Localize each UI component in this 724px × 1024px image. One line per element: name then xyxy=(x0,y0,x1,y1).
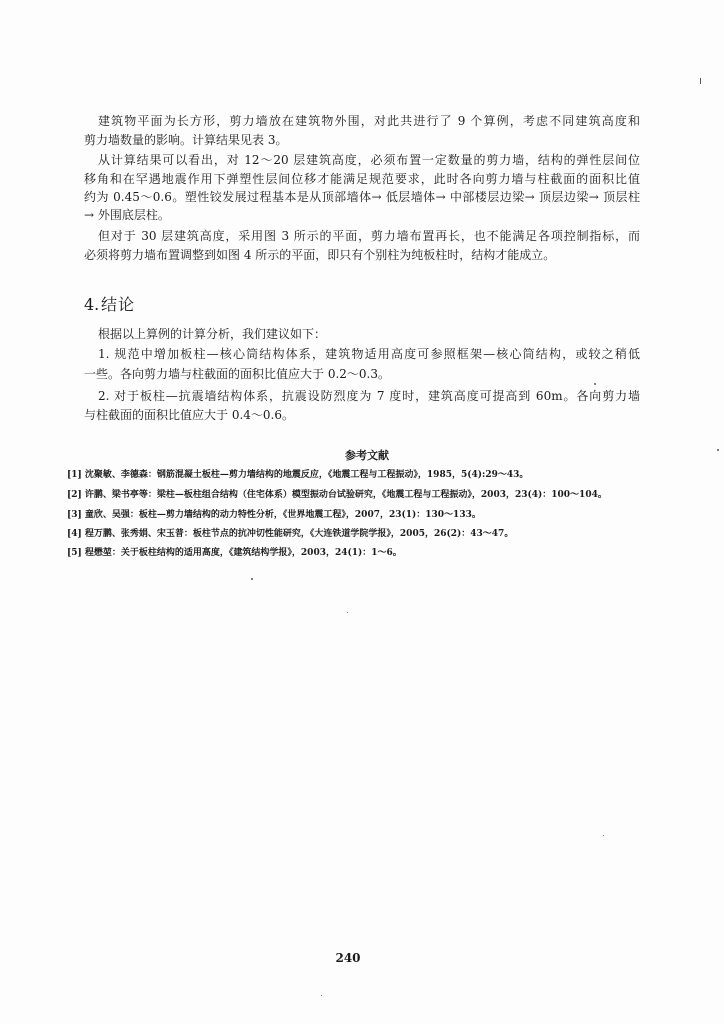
page-number: 240 xyxy=(335,951,361,965)
body-text-line: 必须将剪力墙布置调整到如图 4 所示的平面，即只有个别柱为纯板柱时，结构才能成立。 xyxy=(84,248,556,262)
references-heading: 参考文献 xyxy=(345,449,389,462)
conclusion-item-1-line: 一些。各向剪力墙与柱截面的面积比值应大于 0.2～0.3。 xyxy=(84,367,390,381)
body-text-line: 移角和在罕遇地震作用下弹塑性层间位移才能满足规范要求，此时各向剪力墙与柱截面的面积比值 xyxy=(84,172,640,186)
reference-item: [3] 童欣、吴强：板柱—剪力墙结构的动力特性分析，《世界地震工程》，2007，23(1)：130～133。 xyxy=(67,510,481,520)
reference-item: [4] 程万鹏、张秀娟、宋玉普：板柱节点的抗冲切性能研究，《大连铁道学院学报》，2005，26(2)：43～47。 xyxy=(67,529,514,539)
conclusion-intro: 根据以上算例的计算分析，我们建议如下： xyxy=(98,327,327,341)
reference-item: [1] 沈聚敏、李德森：钢筋混凝土板柱—剪力墙结构的地震反应，《地震工程与工程振动》，1985，5(4):29～43。 xyxy=(67,470,529,480)
scan-speck xyxy=(594,383,596,385)
scan-speck xyxy=(603,835,604,836)
conclusion-item-2-line: 与柱截面的面积比值应大于 0.4～0.6。 xyxy=(84,408,294,422)
body-text-line: 但对于 30 层建筑高度，采用图 3 所示的平面，剪力墙布置再长，也不能满足各项控制指标，而 xyxy=(98,229,640,243)
reference-item: [5] 程懋堃：关于板柱结构的适用高度，《建筑结构学报》，2003，24(1)：1～6。 xyxy=(67,548,402,558)
scan-speck xyxy=(251,578,253,580)
body-text-line: 从计算结果可以看出，对 12～20 层建筑高度，必须布置一定数量的剪力墙，结构的弹性层间位 xyxy=(98,153,640,167)
reference-item: [2] 许鹏、梁书亭等：梁柱—板柱组合结构（住宅体系）模型振动台试验研究，《地震工程与工程振动》，2003，23(4)：100～104。 xyxy=(67,490,607,500)
scan-speck xyxy=(700,78,701,84)
body-text-line: 剪力墙数量的影响。计算结果见表 3。 xyxy=(84,133,288,147)
scan-speck xyxy=(321,995,322,996)
scan-speck xyxy=(347,612,348,613)
body-text-line: 建筑物平面为长方形，剪力墙放在建筑物外围，对此共进行了 9 个算例，考虑不同建筑高度和 xyxy=(98,114,640,128)
section-number: 4. xyxy=(84,295,100,314)
body-text-line: → 外围底层柱。 xyxy=(84,208,170,222)
body-text-line: 约为 0.45～0.6。塑性铰发展过程基本是从顶部墙体→ 低层墙体→ 中部楼层边梁→ 顶层边梁→ 顶层柱 xyxy=(84,190,640,204)
conclusion-item-1-line: 1. 规范中增加板柱—核心筒结构体系，建筑物适用高度可参照框架—核心筒结构，或较之稍低 xyxy=(98,347,640,361)
scan-speck xyxy=(717,449,719,451)
section-title: 结论 xyxy=(101,295,136,314)
conclusion-item-2-line: 2. 对于板柱—抗震墙结构体系，抗震设防烈度为 7 度时，建筑高度可提高到 60m。各向剪力墙 xyxy=(98,389,640,403)
